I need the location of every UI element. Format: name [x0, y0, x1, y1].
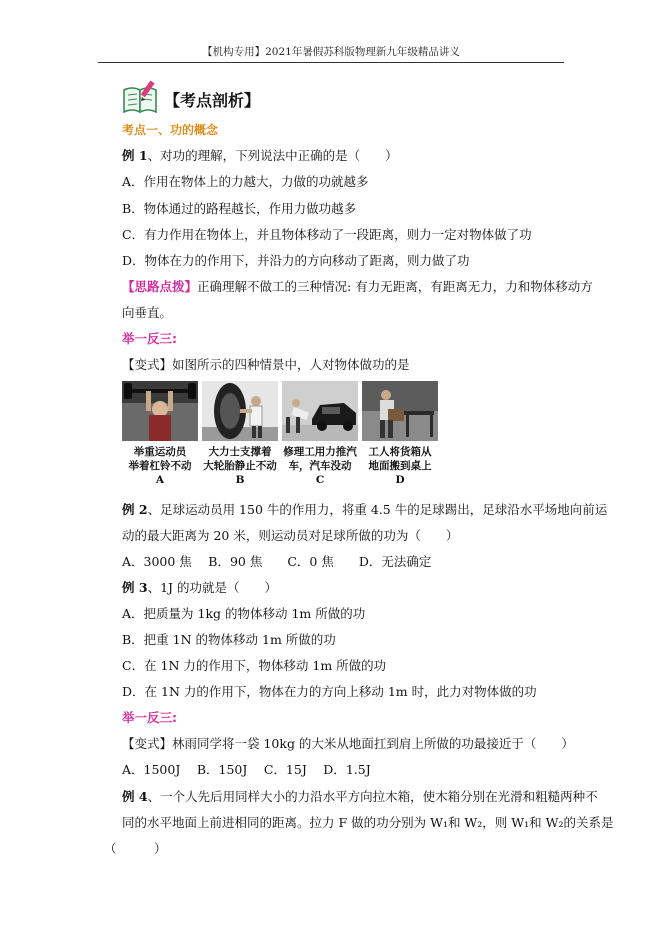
option-c: C．有力作用在物体上，并且物体移动了一段距离，则力一定对物体做了功 [122, 227, 532, 242]
caption-c: 修理工用力推汽 车，汽车没动 C [283, 446, 357, 486]
weightlifter-photo [122, 381, 198, 441]
question-text: 、足球运动员用 150 牛的作用力，将重 4.5 牛的足球踢出，足球沿水平场地向前运 [147, 502, 608, 517]
option-c: C．在 1N 力的作用下，物体移动 1m 所做的功 [122, 658, 387, 673]
example-label: 例 2 [122, 502, 148, 517]
example-4-question [122, 789, 598, 805]
caption-a: 举重运动员 举着杠铃不动 A [128, 446, 192, 486]
hint-label: 【思路点拨】 [122, 279, 198, 294]
question-text: 、1J 的功就是（ ） [147, 580, 278, 595]
hint-line-2: 向垂直。 [122, 305, 173, 320]
topic-heading: 考点一、功的概念 [122, 123, 219, 137]
section-title: 【考点剖析】 [164, 91, 261, 110]
example-2-options: A．3000 焦 B．90 焦 C．0 焦 D．无法确定 [122, 554, 432, 569]
option-b: B．把重 1N 的物体移动 1m 所做的功 [122, 632, 336, 647]
variant-2-question: 【变式】林雨同学将一袋 10kg 的大米从地面扛到肩上所做的功最接近于（ ） [122, 736, 574, 751]
example-1-question [122, 148, 398, 164]
example-2-question [122, 502, 607, 518]
question-text: 、对功的理解，下列说法中正确的是（ ） [147, 148, 398, 163]
question-text: 、一个人先后用同样大小的力沿水平方向拉木箱，使木箱分别在光滑和粗糙两种不 [147, 789, 598, 804]
figure-four-scenes [122, 381, 438, 489]
option-a: A．把质量为 1kg 的物体移动 1m 所做的功 [122, 606, 366, 621]
notebook-pencil-icon [122, 80, 158, 114]
example-label: 例 3 [122, 580, 148, 595]
example-label: 例 1 [122, 148, 148, 163]
header-divider [98, 62, 564, 63]
practice-heading: 举一反三: [122, 710, 177, 725]
answer-blank: （ ） [104, 841, 167, 856]
caption-b: 大力士支撑着 大轮胎静止不动 B [203, 446, 277, 486]
hint-line-1 [122, 279, 593, 295]
page-header: 【机构专用】2021年暑假苏科版物理新九年级精品讲义 [202, 46, 460, 58]
example-2-line-2: 动的最大距离为 20 米，则运动员对足球所做的功为（ ） [122, 528, 459, 543]
example-3-question [122, 580, 277, 596]
variant-2-options: A．1500J B．150J C．15J D．1.5J [122, 762, 371, 777]
caption-d: 工人将货箱从 地面搬到桌上 D [368, 446, 432, 486]
example-label: 例 4 [122, 789, 148, 804]
tire-photo [202, 381, 278, 441]
option-b: B．物体通过的路程越长，作用力做功越多 [122, 201, 357, 216]
hint-text: 正确理解不做工的三种情况: 有力无距离，有距离无力，力和物体移动方 [197, 279, 593, 294]
car-push-photo [282, 381, 358, 441]
example-4-line-2: 同的水平地面上前进相同的距离。拉力 F 做的功分别为 W₁和 W₂，则 W₁和 W₂的关系是 [122, 815, 614, 830]
option-a: A．作用在物体上的力越大，力做的功就越多 [122, 174, 369, 189]
lifting-box-photo [362, 381, 438, 441]
variant-question: 【变式】如图所示的四种情景中，人对物体做功的是 [122, 357, 410, 372]
practice-heading: 举一反三: [122, 331, 177, 346]
option-d: D．物体在力的作用下，并沿力的方向移动了距离，则力做了功 [122, 253, 470, 268]
option-d: D．在 1N 力的作用下，物体在力的方向上移动 1m 时，此力对物体做的功 [122, 684, 537, 699]
